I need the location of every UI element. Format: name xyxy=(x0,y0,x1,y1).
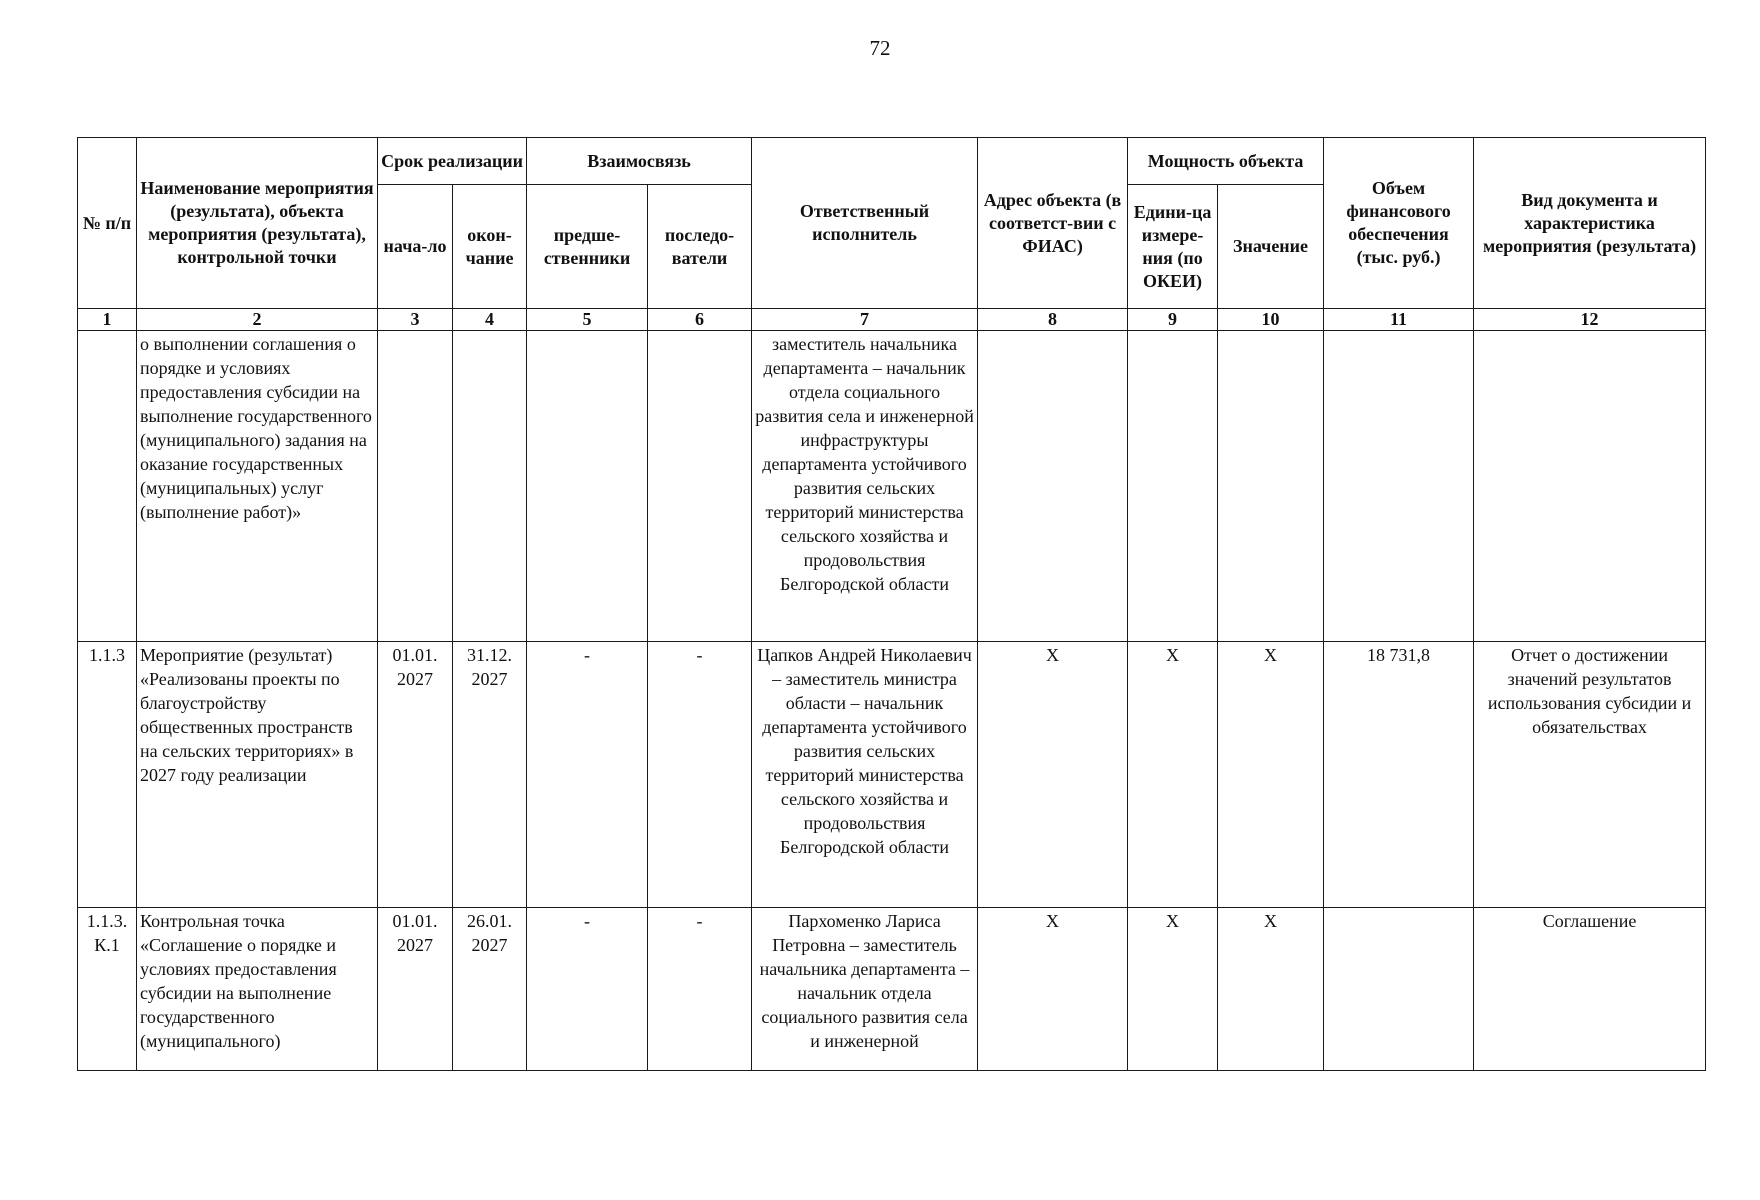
row-responsible: заместитель начальника департамента – начальник отдела социального развития села и инженерной инфраструктуры департамента устойчивого развития сельских территорий министерства сельского хозяйства и продовольствия Белгородской области xyxy=(752,331,978,642)
column-number: 11 xyxy=(1324,309,1474,331)
row-end: 26.01. 2027 xyxy=(453,908,527,1071)
header-doc: Вид документа и характеристика мероприятия (результата) xyxy=(1474,138,1706,309)
row-successors: - xyxy=(648,908,752,1071)
header-successors: последо-ватели xyxy=(648,185,752,309)
row-name: Мероприятие (результат) «Реализованы проекты по благоустройству общественных пространств на сельских территориях» в 2027 году реализации xyxy=(137,642,378,908)
row-unit: X xyxy=(1128,908,1218,1071)
column-number: 1 xyxy=(78,309,137,331)
table-row xyxy=(78,642,1706,908)
header-value: Значение xyxy=(1218,185,1324,309)
header-relation: Взаимосвязь xyxy=(527,138,752,185)
page-number: 72 xyxy=(869,36,891,60)
row-start xyxy=(378,331,453,642)
row-funding: 18 731,8 xyxy=(1324,642,1474,908)
column-number: 10 xyxy=(1218,309,1324,331)
row-unit: X xyxy=(1128,642,1218,908)
column-number: 12 xyxy=(1474,309,1706,331)
column-numbers-row xyxy=(78,309,1706,331)
row-predecessors xyxy=(527,331,648,642)
activities-table xyxy=(77,137,1706,1071)
row-name: Контрольная точка «Соглашение о порядке и условиях предоставления субсидии на выполнение государственного (муниципального) xyxy=(137,908,378,1071)
row-address: X xyxy=(978,642,1128,908)
header-start: нача-ло xyxy=(378,185,453,309)
table-row xyxy=(78,908,1706,1071)
row-responsible: Пархоменко Лариса Петровна – заместитель начальника департамента – начальник отдела социального развития села и инженерной xyxy=(752,908,978,1071)
column-number: 5 xyxy=(527,309,648,331)
column-number: 2 xyxy=(137,309,378,331)
column-number: 9 xyxy=(1128,309,1218,331)
column-number: 3 xyxy=(378,309,453,331)
row-end: 31.12. 2027 xyxy=(453,642,527,908)
header-responsible: Ответственный исполнитель xyxy=(752,138,978,309)
row-value xyxy=(1218,331,1324,642)
header-num: № п/п xyxy=(78,138,137,309)
table-row xyxy=(78,331,1706,642)
row-doc: Соглашение xyxy=(1474,908,1706,1071)
header-address: Адрес объекта (в соответст-вии с ФИАС) xyxy=(978,138,1128,309)
column-number: 4 xyxy=(453,309,527,331)
row-successors: - xyxy=(648,642,752,908)
column-number: 7 xyxy=(752,309,978,331)
header-term: Срок реализации xyxy=(378,138,527,185)
row-responsible: Цапков Андрей Николаевич – заместитель министра области – начальник департамента устойчивого развития сельских территорий министерства сельского хозяйства и продовольствия Белгородской области xyxy=(752,642,978,908)
header-predecessors: предше-ственники xyxy=(527,185,648,309)
row-start: 01.01. 2027 xyxy=(378,908,453,1071)
row-value: X xyxy=(1218,908,1324,1071)
row-num: 1.1.3 xyxy=(78,642,137,908)
header-unit: Едини-ца измере-ния (по ОКЕИ) xyxy=(1128,185,1218,309)
row-address: X xyxy=(978,908,1128,1071)
row-name: о выполнении соглашения о порядке и условиях предоставления субсидии на выполнение государственного (муниципального) задания на оказание государственных (муниципальных) услуг (выполнение работ)» xyxy=(137,331,378,642)
row-funding xyxy=(1324,908,1474,1071)
row-doc: Отчет о достижении значений результатов использования субсидии и обязательствах xyxy=(1474,642,1706,908)
header-name: Наименование мероприятия (результата), объекта мероприятия (результата), контрольной точки xyxy=(137,138,378,309)
row-funding xyxy=(1324,331,1474,642)
row-num xyxy=(78,331,137,642)
header-row-1 xyxy=(78,138,1706,185)
row-num: 1.1.3. К.1 xyxy=(78,908,137,1071)
row-doc xyxy=(1474,331,1706,642)
header-end: окон-чание xyxy=(453,185,527,309)
row-start: 01.01. 2027 xyxy=(378,642,453,908)
row-predecessors: - xyxy=(527,908,648,1071)
row-address xyxy=(978,331,1128,642)
row-value: X xyxy=(1218,642,1324,908)
column-number: 6 xyxy=(648,309,752,331)
row-end xyxy=(453,331,527,642)
header-capacity: Мощность объекта xyxy=(1128,138,1324,185)
row-successors xyxy=(648,331,752,642)
row-predecessors: - xyxy=(527,642,648,908)
row-unit xyxy=(1128,331,1218,642)
column-number: 8 xyxy=(978,309,1128,331)
header-funding: Объем финансового обеспечения (тыс. руб.) xyxy=(1324,138,1474,309)
